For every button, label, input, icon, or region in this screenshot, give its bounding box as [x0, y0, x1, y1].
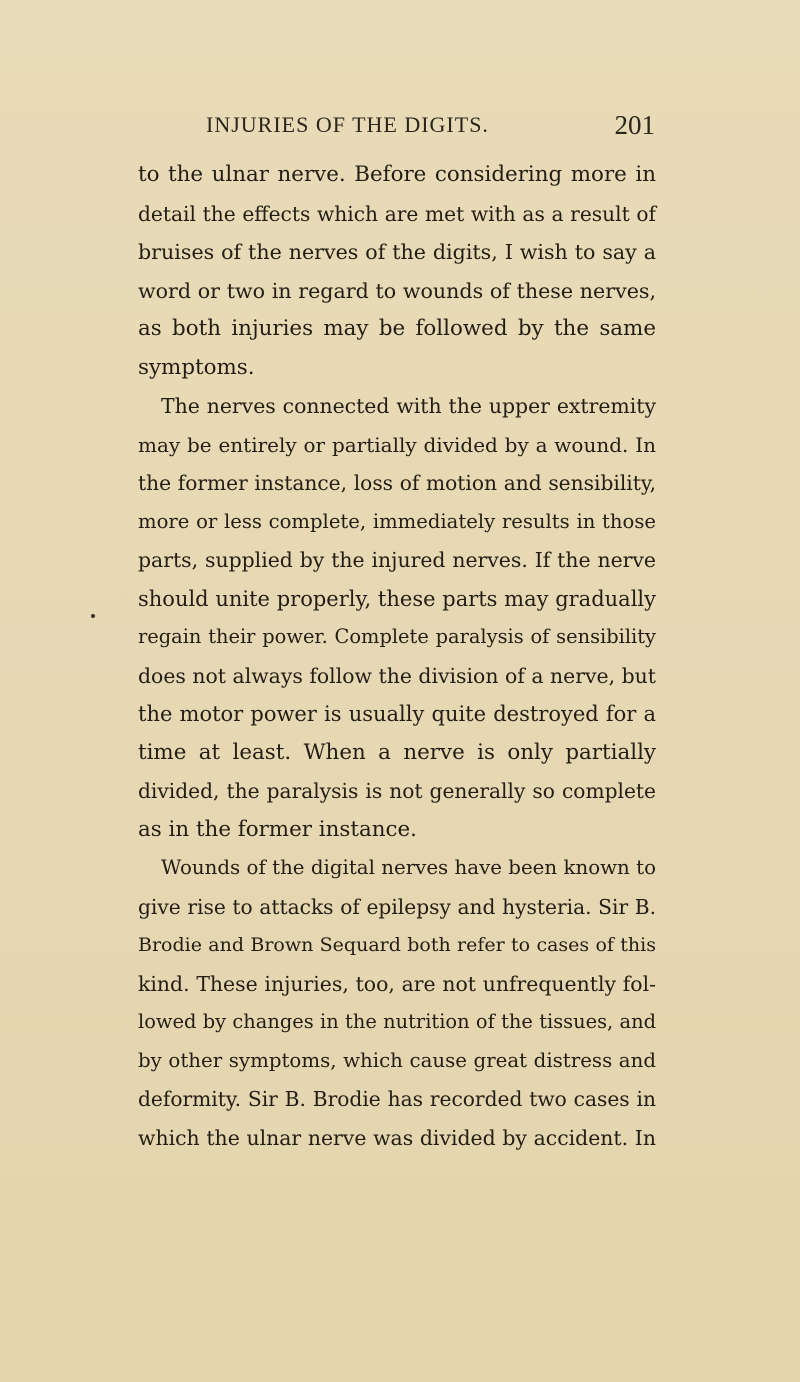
text-line: as both injuries may be followed by the same	[138, 316, 656, 341]
text-line: time at least. When a nerve is only partially	[138, 739, 656, 765]
text-line: divided, the paralysis is not generally so complete	[138, 779, 656, 803]
text-line: symptoms.	[138, 354, 255, 380]
text-line: should unite properly, these parts may gradually	[138, 586, 656, 611]
running-title: INJURIES OF THE DIGITS.	[206, 112, 489, 137]
text-line: the motor power is usually quite destroyed for a	[138, 702, 656, 726]
page-number: 201	[614, 110, 655, 140]
text-line: detail the effects which are met with as a result of	[138, 201, 656, 226]
body-text	[138, 156, 656, 1157]
text-line: more or less complete, immediately results in those	[138, 509, 656, 533]
text-line: as in the former instance.	[138, 816, 417, 842]
text-line: deformity. Sir B. Brodie has recorded two cases in	[138, 1087, 656, 1111]
text-line: regain their power. Complete paralysis of sensibility	[138, 625, 656, 648]
text-line: lowed by changes in the nutrition of the tissues, and	[138, 1010, 656, 1033]
text-line: Wounds of the digital nerves have been known to	[161, 856, 656, 879]
text-line: The nerves connected with the upper extremity	[161, 394, 656, 418]
text-line: may be entirely or partially divided by a wound. In	[138, 432, 656, 457]
text-line: which the ulnar nerve was divided by accident. In	[138, 1125, 656, 1150]
text-line: Brodie and Brown Sequard both refer to cases of this	[138, 934, 656, 956]
margin-dot	[91, 614, 95, 618]
text-line: by other symptoms, which cause great distress and	[138, 1048, 656, 1072]
text-line: word or two in regard to wounds of these nerves,	[138, 278, 656, 303]
page-header	[206, 112, 655, 142]
text-line: parts, supplied by the injured nerves. If the nerve	[138, 548, 656, 572]
text-line: kind. These injuries, too, are not unfrequently fol-	[138, 971, 656, 996]
text-line: the former instance, loss of motion and sensibility,	[138, 471, 656, 495]
text-line: does not always follow the division of a nerve, but	[138, 663, 656, 688]
text-line: to the ulnar nerve. Before considering more in	[138, 162, 656, 187]
text-line: give rise to attacks of epilepsy and hysteria. Sir B.	[138, 894, 656, 919]
text-line: bruises of the nerves of the digits, I wish to say a	[138, 240, 656, 264]
